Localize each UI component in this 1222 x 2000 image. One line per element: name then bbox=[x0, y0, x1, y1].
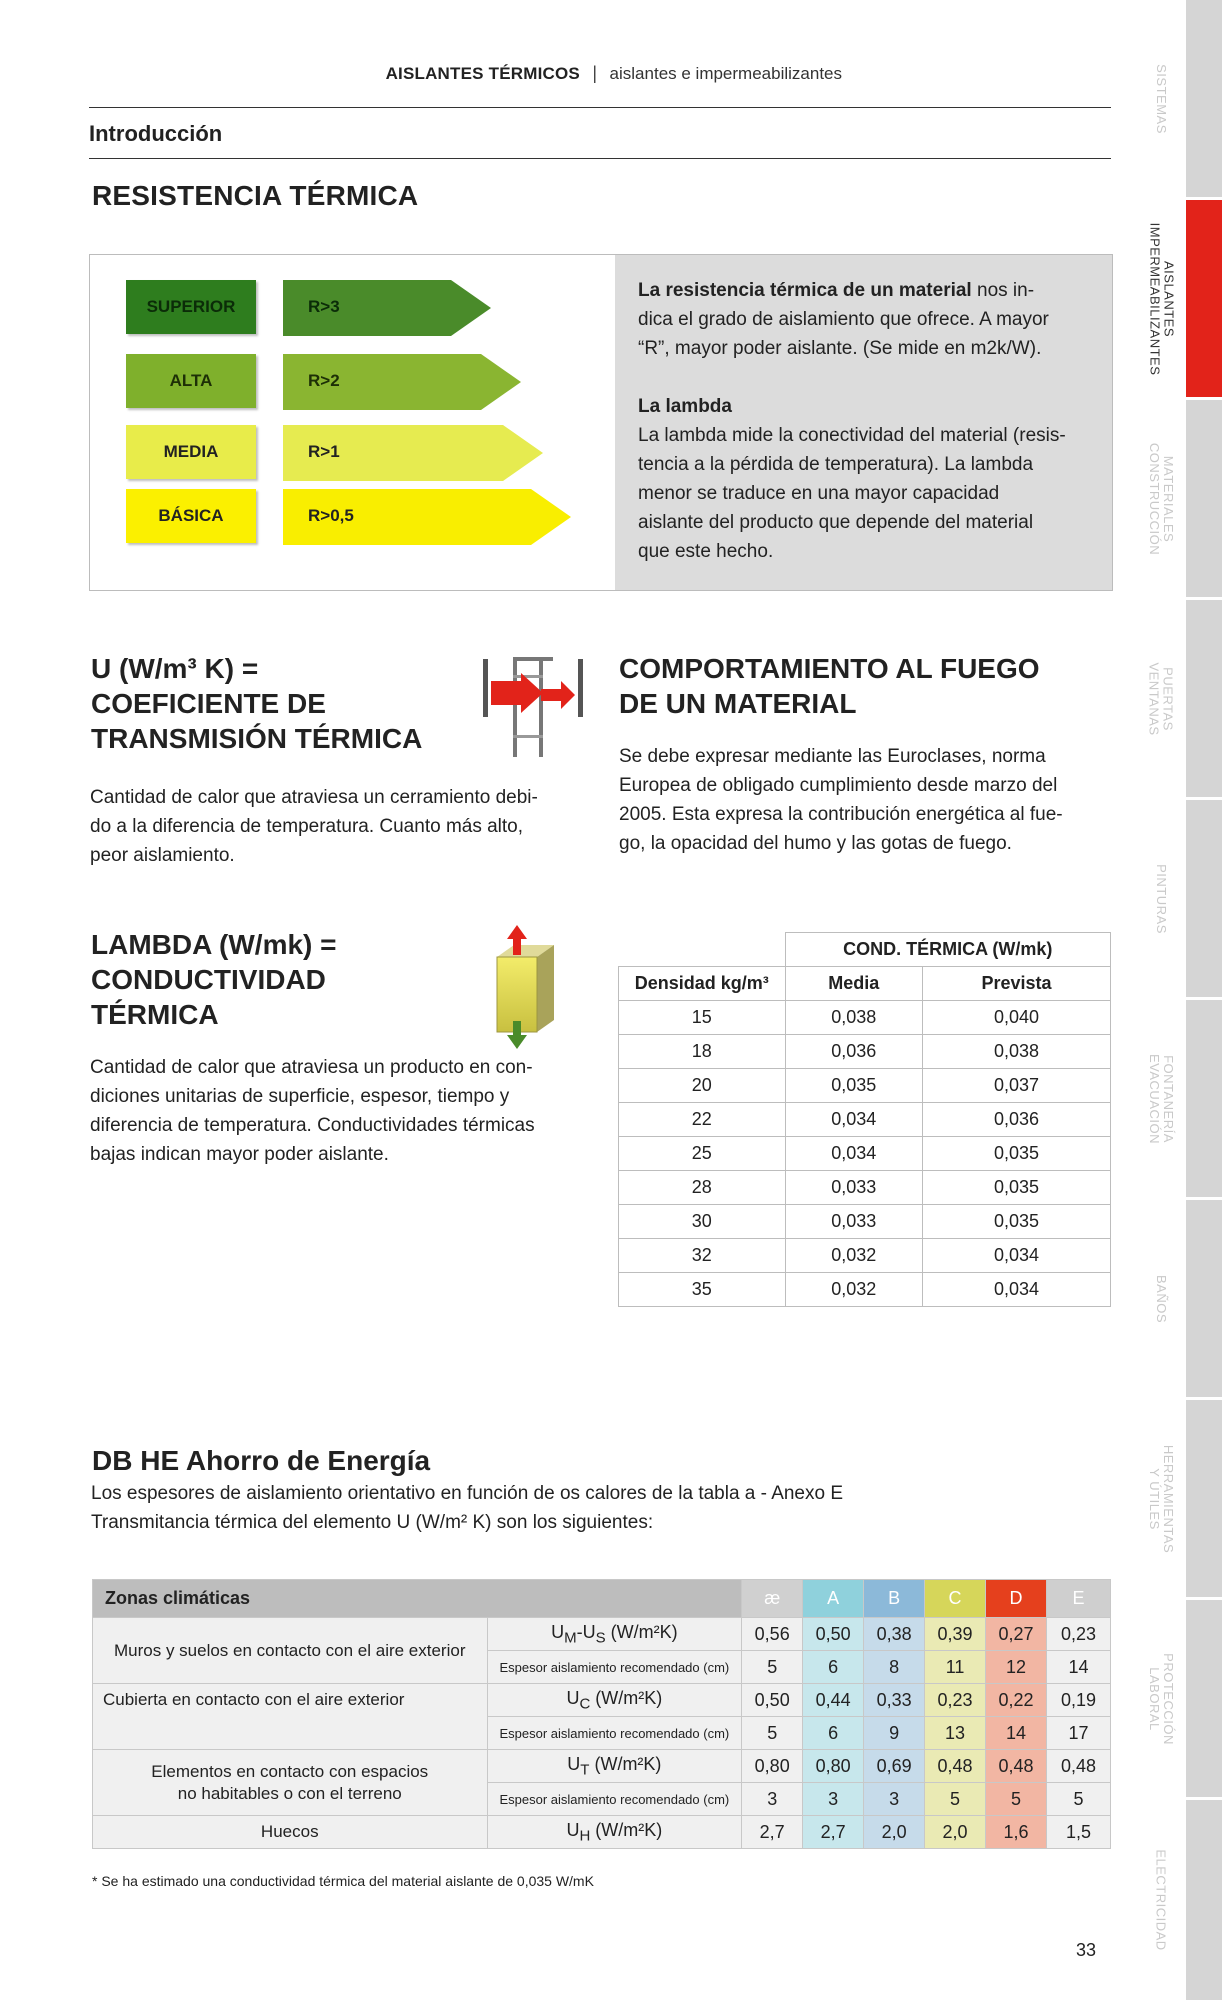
fuego-text-line-3: 2005. Esta expresa la contribución energética al fue- bbox=[619, 804, 1063, 825]
side-tab-proteccion-bg bbox=[1186, 1600, 1222, 1797]
level-basica-label: BÁSICA bbox=[126, 489, 256, 543]
lambda-line-1: La lambda mide la conectividad del material (resis- bbox=[638, 425, 1066, 446]
side-tab-sistemas-bg bbox=[1186, 0, 1222, 197]
level-superior-value: R>3 bbox=[308, 297, 340, 316]
header-subcategory: aislantes e impermeabilizantes bbox=[609, 64, 842, 83]
wall-heat-icon bbox=[483, 655, 583, 760]
lambda-line-4: aislante del producto que depende del material bbox=[638, 512, 1034, 533]
page-header bbox=[386, 63, 842, 84]
side-tab-pinturas-bg bbox=[1186, 800, 1222, 997]
table-row: Elementos en contacto con espacios no habitables o con el terreno $U_T$ (W/m²K) 0,80 0,80 0,69 0,48 0,48 0,48 bbox=[93, 1750, 1111, 1783]
fuego-title-line-1: COMPORTAMIENTO AL FUEGO bbox=[619, 653, 1040, 684]
resistencia-line-1: nos in- bbox=[977, 280, 1035, 301]
table-row: 32 0,032 0,034 bbox=[619, 1239, 1111, 1273]
u-title-line-3: TRANSMISIÓN TÉRMICA bbox=[91, 723, 423, 754]
u-title bbox=[91, 651, 422, 756]
side-tab-fontaneria[interactable]: FONTANERÍA EVACUACIÓN bbox=[1147, 1053, 1176, 1144]
u-label-elementos: $U_T$ (W/m²K) bbox=[487, 1750, 742, 1783]
resistencia-box bbox=[89, 254, 1113, 591]
lambda-title-line-2: CONDUCTIVIDAD bbox=[91, 964, 326, 995]
fuego-title-line-2: DE UN MATERIAL bbox=[619, 688, 857, 719]
header-rule bbox=[89, 107, 1111, 108]
u-text-line-1: Cantidad de calor que atraviesa un cerramiento debi- bbox=[90, 787, 538, 808]
level-media-label: MEDIA bbox=[126, 425, 256, 479]
fuego-text-line-1: Se debe expresar mediante las Euroclases, norma bbox=[619, 746, 1046, 767]
lambda-title bbox=[91, 927, 337, 1032]
table-row: Espesor aislamiento recomendado (cm) 3 3 3 5 5 5 bbox=[93, 1783, 1111, 1816]
fuego-text-line-4: go, la opacidad del humo y las gotas de fuego. bbox=[619, 833, 1012, 854]
row-desc-cubierta: Cubierta en contacto con el aire exterior bbox=[93, 1684, 488, 1750]
header-category: AISLANTES TÉRMICOS bbox=[385, 64, 580, 83]
lambda-text-line-3: diferencia de temperatura. Conductividades térmicas bbox=[90, 1115, 535, 1136]
table-row: Huecos $U_H$ (W/m²K) 2,7 2,7 2,0 2,0 1,6 1,5 bbox=[93, 1816, 1111, 1849]
side-tab-aislantes[interactable]: AISLANTES IMPERMEABILIZANTES bbox=[1147, 222, 1176, 375]
resistencia-line-2: dica el grado de aislamiento que ofrece. A mayor bbox=[638, 309, 1049, 330]
table-row: 35 0,032 0,034 bbox=[619, 1273, 1111, 1307]
conductivity-table bbox=[618, 932, 1111, 1307]
side-tab-herramientas[interactable]: HERRAMIENTAS Y ÚTILES bbox=[1147, 1444, 1177, 1553]
resistencia-line-3: “R”, mayor poder aislante. (Se mide en m2k/W). bbox=[638, 338, 1042, 359]
u-description bbox=[90, 783, 538, 870]
fuego-title bbox=[619, 651, 1040, 721]
page-number: 33 bbox=[1076, 1940, 1097, 1960]
side-tab-puertas[interactable]: PUERTAS VENTANAS bbox=[1147, 661, 1177, 736]
lambda-text-line-4: bajas indican mayor poder aislante. bbox=[90, 1144, 389, 1165]
table-row: 28 0,033 0,035 bbox=[619, 1171, 1111, 1205]
lambda-title-line-1: LAMBDA (W/mk) = bbox=[91, 929, 337, 960]
zone-header-0: æ bbox=[742, 1580, 803, 1618]
zone-header-e: E bbox=[1046, 1580, 1110, 1618]
lambda-line-5: que este hecho. bbox=[638, 541, 774, 562]
dbhe-title: DB HE Ahorro de Energía bbox=[92, 1445, 431, 1476]
u-label-huecos: $U_H$ (W/m²K) bbox=[487, 1816, 742, 1849]
fuego-text-line-2: Europea de obligado cumplimiento desde marzo del bbox=[619, 775, 1058, 796]
level-alta-value: R>2 bbox=[308, 371, 340, 390]
lambda-text-line-2: diciones unitarias de superficie, espesor, tiempo y bbox=[90, 1086, 510, 1107]
level-superior-label: SUPERIOR bbox=[126, 280, 256, 334]
lambda-text-line-1: Cantidad de calor que atraviesa un producto en con- bbox=[90, 1057, 533, 1078]
table-row: 30 0,033 0,035 bbox=[619, 1205, 1111, 1239]
cond-group-header: COND. TÉRMICA (W/mk) bbox=[785, 933, 1111, 967]
side-tab-electricidad-bg bbox=[1186, 1800, 1222, 2000]
u-label-cubierta: $U_C$ (W/m²K) bbox=[487, 1684, 742, 1717]
u-title-line-2: COEFICIENTE DE bbox=[91, 688, 326, 719]
table-row: Espesor aislamiento recomendado (cm) 5 6 8 11 12 14 bbox=[93, 1651, 1111, 1684]
u-label-muros: $U_M-U_S$ (W/m²K) bbox=[487, 1618, 742, 1651]
zone-header-a: A bbox=[803, 1580, 864, 1618]
cond-header-media: Media bbox=[785, 967, 923, 1001]
side-tab-banos-bg bbox=[1186, 1200, 1222, 1397]
zones-table bbox=[92, 1579, 1111, 1849]
row-desc-elementos: Elementos en contacto con espacios no habitables o con el terreno bbox=[93, 1750, 488, 1816]
zone-header-c: C bbox=[925, 1580, 986, 1618]
dbhe-text-line-2: Transmitancia térmica del elemento U (W/m² K) son los siguientes: bbox=[91, 1512, 654, 1533]
section-intro: Introducción bbox=[89, 121, 223, 146]
dbhe-text-line-1: Los espesores de aislamiento orientativo en función de os calores de la tabla a - Anexo E bbox=[91, 1483, 844, 1504]
fuego-description bbox=[619, 742, 1063, 858]
table-row: Muros y suelos en contacto con el aire exterior $U_M-U_S$ (W/m²K) 0,56 0,50 0,38 0,39 0,27 0,23 bbox=[93, 1618, 1111, 1651]
u-text-line-2: do a la diferencia de temperatura. Cuanto más alto, bbox=[90, 816, 524, 837]
side-tab-materiales[interactable]: MATERIALES CONSTRUCCIÓN bbox=[1147, 442, 1177, 555]
resistencia-description bbox=[638, 276, 1088, 566]
zone-header-b: B bbox=[864, 1580, 925, 1618]
conductivity-block-icon bbox=[492, 925, 562, 1050]
side-tab-aislantes-bg bbox=[1186, 200, 1222, 397]
side-tab-puertas-bg bbox=[1186, 600, 1222, 797]
table-footnote: * Se ha estimado una conductividad térmica del material aislante de 0,035 W/mK bbox=[92, 1873, 594, 1889]
side-tab-banos[interactable]: BAÑOS bbox=[1153, 1274, 1169, 1323]
cond-header-density: Densidad kg/m³ bbox=[619, 967, 786, 1001]
side-tab-materiales-bg bbox=[1186, 400, 1222, 597]
side-tab-electricidad[interactable]: ELECTRICIDAD bbox=[1154, 1849, 1170, 1951]
lambda-subtitle: La lambda bbox=[638, 396, 732, 417]
side-tab-proteccion[interactable]: PROTECCIÓN LABORAL bbox=[1147, 1652, 1177, 1745]
side-tab-sistemas[interactable]: SISTEMAS bbox=[1154, 63, 1169, 134]
level-basica-value: R>0,5 bbox=[308, 506, 354, 525]
table-row: 15 0,038 0,040 bbox=[619, 1001, 1111, 1035]
resistencia-bold-lead: La resistencia térmica de un material bbox=[638, 280, 972, 301]
lambda-description bbox=[90, 1053, 535, 1169]
zones-header: Zonas climáticas bbox=[93, 1580, 742, 1618]
table-row: 22 0,034 0,036 bbox=[619, 1103, 1111, 1137]
side-tab-herramientas-bg bbox=[1186, 1400, 1222, 1597]
row-desc-huecos: Huecos bbox=[93, 1816, 488, 1849]
zone-header-d: D bbox=[986, 1580, 1047, 1618]
level-media-value: R>1 bbox=[308, 442, 340, 461]
header-separator: | bbox=[592, 63, 598, 83]
table-row: Espesor aislamiento recomendado (cm) 5 6 9 13 14 17 bbox=[93, 1717, 1111, 1750]
lambda-line-2: tencia a la pérdida de temperatura). La lambda bbox=[638, 454, 1034, 475]
intro-rule bbox=[89, 158, 1111, 159]
side-tab-pinturas[interactable]: PINTURAS bbox=[1154, 863, 1170, 934]
dbhe-description bbox=[91, 1479, 843, 1537]
level-alta-label: ALTA bbox=[126, 354, 256, 408]
u-text-line-3: peor aislamiento. bbox=[90, 845, 235, 866]
table-row: 25 0,034 0,035 bbox=[619, 1137, 1111, 1171]
resistencia-title: RESISTENCIA TÉRMICA bbox=[92, 180, 419, 211]
lambda-title-line-3: TÉRMICA bbox=[91, 999, 219, 1030]
row-desc-muros: Muros y suelos en contacto con el aire exterior bbox=[93, 1618, 488, 1684]
table-row: 18 0,036 0,038 bbox=[619, 1035, 1111, 1069]
cond-header-prevista: Prevista bbox=[923, 967, 1111, 1001]
table-row: Cubierta en contacto con el aire exterior $U_C$ (W/m²K) 0,50 0,44 0,33 0,23 0,22 0,19 bbox=[93, 1684, 1111, 1717]
table-row: 20 0,035 0,037 bbox=[619, 1069, 1111, 1103]
side-tab-fontaneria-bg bbox=[1186, 1000, 1222, 1197]
lambda-line-3: menor se traduce en una mayor capacidad bbox=[638, 483, 1000, 504]
u-title-line-1: U (W/m³ K) = bbox=[91, 653, 259, 684]
